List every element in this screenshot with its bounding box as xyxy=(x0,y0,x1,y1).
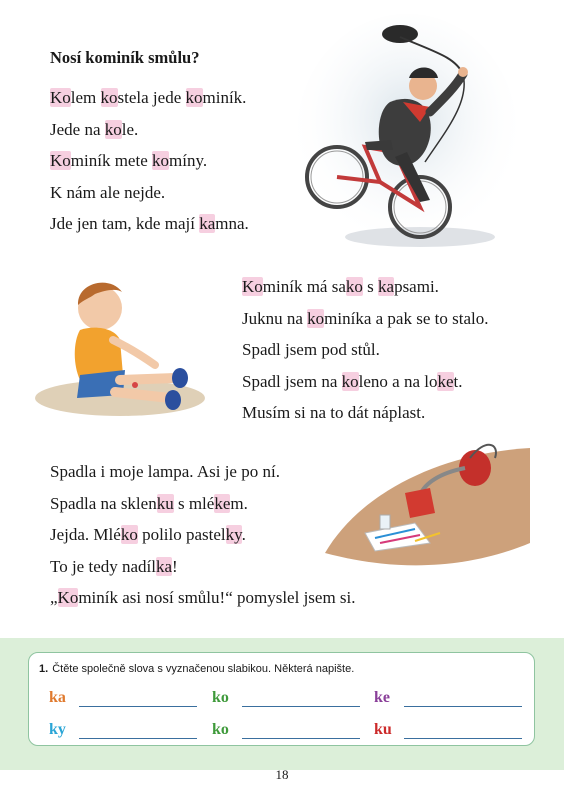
poem-text: Spadla i moje lampa. Asi je po ní. xyxy=(50,462,280,481)
poem-text: psami. xyxy=(394,277,439,296)
poem-text: stela jede xyxy=(117,88,186,107)
highlighted-syllable: ko xyxy=(152,151,169,170)
poem-text: . xyxy=(241,525,246,544)
poem-text: ! xyxy=(172,556,178,576)
write-line[interactable] xyxy=(79,738,197,739)
poem-line xyxy=(242,366,488,398)
poem-text: Musím si na to dát náplast. xyxy=(242,403,426,422)
poem-text: „ xyxy=(50,588,58,607)
poem-line xyxy=(50,551,356,583)
poem-text: t. xyxy=(453,371,463,391)
fallen-lamp-illustration xyxy=(320,433,535,573)
poem-text: m. xyxy=(230,493,248,513)
poem-text: míny. xyxy=(169,151,208,170)
poem-line xyxy=(242,334,488,366)
poem-text: Spadl jsem pod stůl. xyxy=(242,340,380,359)
poem-title: Nosí kominík smůlu? xyxy=(50,48,200,67)
highlighted-syllable: ku xyxy=(156,493,174,513)
poem-text: Jde jen tam, kde mají xyxy=(50,214,200,233)
poem-text: miník asi nosí smůlu!“ pomyslel jsem si. xyxy=(78,588,356,607)
poem-text: s mlé xyxy=(173,493,215,513)
highlighted-syllable: Ko xyxy=(242,277,263,296)
poem-line xyxy=(50,582,356,614)
poem-text: Jede na xyxy=(50,119,105,139)
highlighted-syllable: ka xyxy=(199,214,216,233)
poem-text: miník má sa xyxy=(262,277,346,296)
highlighted-syllable: ko xyxy=(341,371,359,391)
highlighted-syllable: ko xyxy=(100,88,118,107)
poem-text: le. xyxy=(121,119,139,139)
highlighted-syllable: ka xyxy=(155,556,173,576)
highlighted-syllable: ko xyxy=(120,525,138,544)
page-number: 18 xyxy=(275,767,289,782)
highlighted-syllable: Ko xyxy=(50,88,71,107)
syllable-label: ko xyxy=(212,721,229,738)
exercise-box xyxy=(28,652,535,746)
poem-text: Juknu na xyxy=(242,308,308,328)
poem-line xyxy=(50,114,249,146)
poem-stanza-1 xyxy=(50,82,249,240)
highlighted-syllable: ko xyxy=(104,119,122,139)
highlighted-syllable: ky xyxy=(225,525,242,544)
poem-text: miníka a pak se to stalo. xyxy=(324,308,489,328)
write-line[interactable] xyxy=(404,706,522,707)
highlighted-syllable: ko xyxy=(307,308,325,328)
poem-line xyxy=(50,177,249,209)
poem-text: Spadl jsem na xyxy=(242,371,342,391)
highlighted-syllable: ke xyxy=(214,493,231,513)
highlighted-syllable: ke xyxy=(437,371,454,391)
poem-text: To je tedy nadíl xyxy=(50,556,156,576)
poem-text: Jejda. Mlé xyxy=(50,525,121,544)
poem-text: polilo pastel xyxy=(137,525,226,544)
poem-text: miník mete xyxy=(70,151,152,170)
poem-line xyxy=(242,303,488,335)
exercise-number: 1. xyxy=(39,663,49,675)
poem-line xyxy=(50,456,356,488)
poem-line xyxy=(242,397,488,429)
syllable-label: ku xyxy=(374,721,392,738)
poem-text: s xyxy=(362,277,379,296)
boy-sitting-illustration xyxy=(25,270,210,425)
poem-line xyxy=(50,82,249,114)
highlighted-syllable: ko xyxy=(345,277,363,296)
poem-line xyxy=(242,271,488,303)
poem-text: Spadla na sklen xyxy=(50,493,157,513)
poem-text: mna. xyxy=(215,214,249,233)
syllable-label: ko xyxy=(212,689,229,706)
syllable-label: ky xyxy=(49,721,66,738)
poem-stanza-2 xyxy=(242,271,488,429)
highlighted-syllable: Ko xyxy=(50,151,71,170)
write-line[interactable] xyxy=(242,706,360,707)
poem-text: K nám ale nejde. xyxy=(50,182,166,202)
poem-stanza-3 xyxy=(50,456,356,614)
poem-line xyxy=(50,519,356,551)
chimney-sweep-illustration xyxy=(295,12,520,252)
write-line[interactable] xyxy=(404,738,522,739)
write-line[interactable] xyxy=(242,738,360,739)
highlighted-syllable: Ko xyxy=(57,588,79,607)
poem-text: miník. xyxy=(202,88,247,107)
poem-text: lem xyxy=(70,88,101,107)
syllable-label: ka xyxy=(49,689,66,706)
poem-line xyxy=(50,145,249,177)
poem-line xyxy=(50,488,356,520)
highlighted-syllable: ka xyxy=(378,277,395,296)
poem-text: leno a na lo xyxy=(358,371,438,391)
exercise-instruction: Čtěte společně slova s vyznačenou slabikou. Některá napište. xyxy=(52,663,355,675)
poem-line xyxy=(50,208,249,240)
write-line[interactable] xyxy=(79,706,197,707)
highlighted-syllable: ko xyxy=(185,88,203,107)
syllable-label: ke xyxy=(374,689,390,706)
